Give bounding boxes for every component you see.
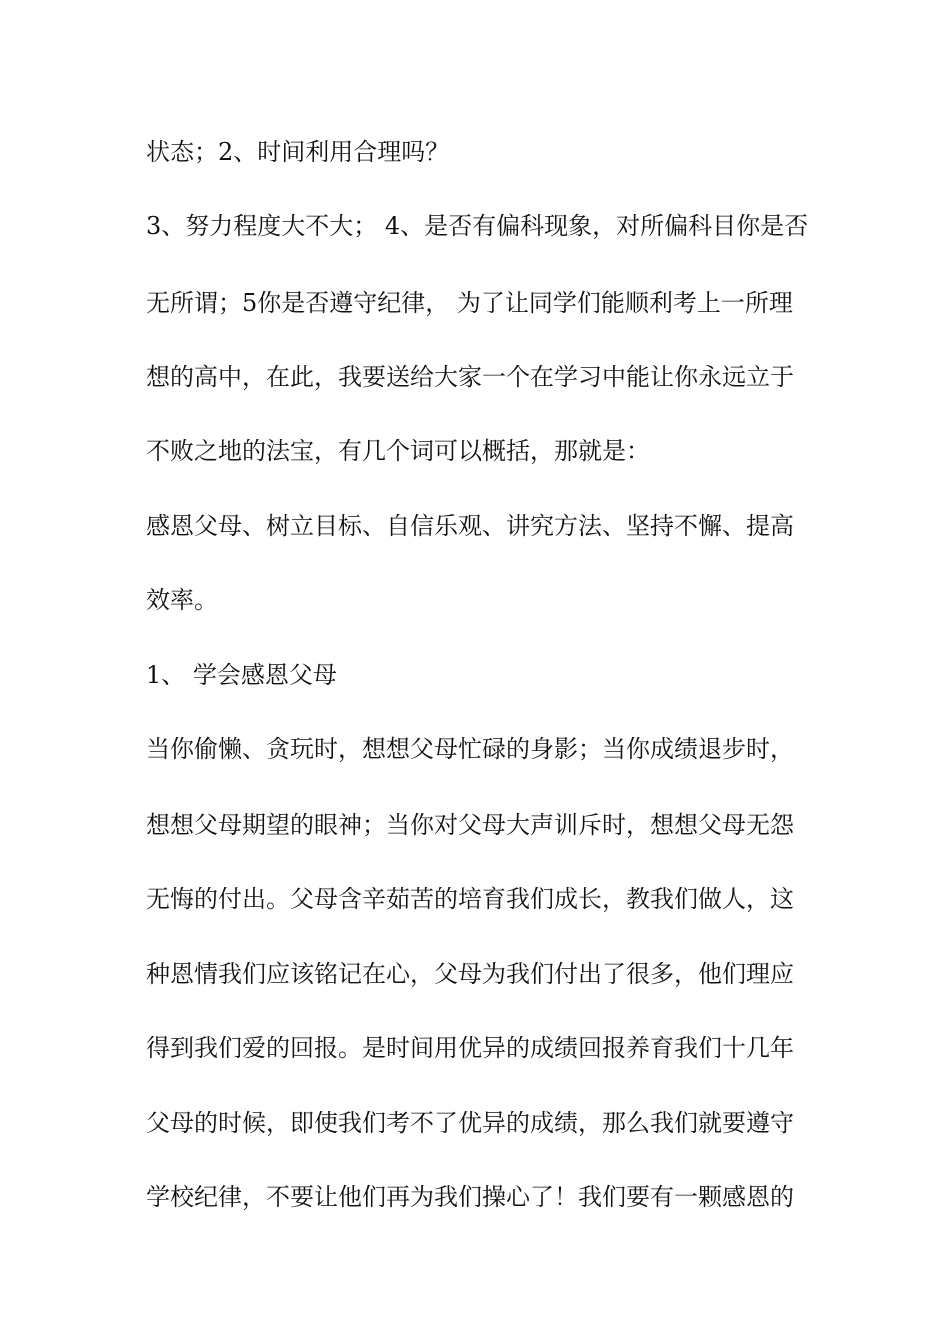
text-line-15: 学校纪律，不要让他们再为我们操心了！我们要有一颗感恩的 — [146, 1183, 794, 1211]
text-line-12: 种恩情我们应该铭记在心，父母为我们付出了很多，他们理应 — [146, 960, 794, 988]
text-line-9: 当你偷懒、贪玩时，想想父母忙碌的身影；当你成绩退步时， — [146, 735, 794, 763]
text-line-5: 不败之地的法宝，有几个词可以概括，那就是： — [146, 437, 650, 465]
text-line-6: 感恩父母、树立目标、自信乐观、讲究方法、坚持不懈、提高 — [146, 512, 794, 540]
text-line-11: 无悔的付出。父母含辛茹苦的培育我们成长，教我们做人，这 — [146, 885, 794, 913]
text-line-1: 状态；2、时间利用合理吗？ — [146, 138, 450, 166]
text-line-2: 3、努力程度大不大； 4、是否有偏科现象，对所偏科目你是否 — [146, 212, 809, 240]
text-line-13: 得到我们爱的回报。是时间用优异的成绩回报养育我们十几年 — [146, 1034, 794, 1062]
text-line-4: 想的高中，在此，我要送给大家一个在学习中能让你永远立于 — [146, 363, 794, 391]
text-line-10: 想想父母期望的眼神；当你对父母大声训斥时，想想父母无怨 — [146, 811, 794, 839]
text-line-7: 效率。 — [146, 586, 218, 614]
text-line-3: 无所谓；5你是否遵守纪律， 为了让同学们能顺利考上一所理 — [146, 289, 793, 317]
text-line-14: 父母的时候，即使我们考不了优异的成绩，那么我们就要遵守 — [146, 1109, 794, 1137]
section-heading: 1、 学会感恩父母 — [146, 661, 337, 689]
